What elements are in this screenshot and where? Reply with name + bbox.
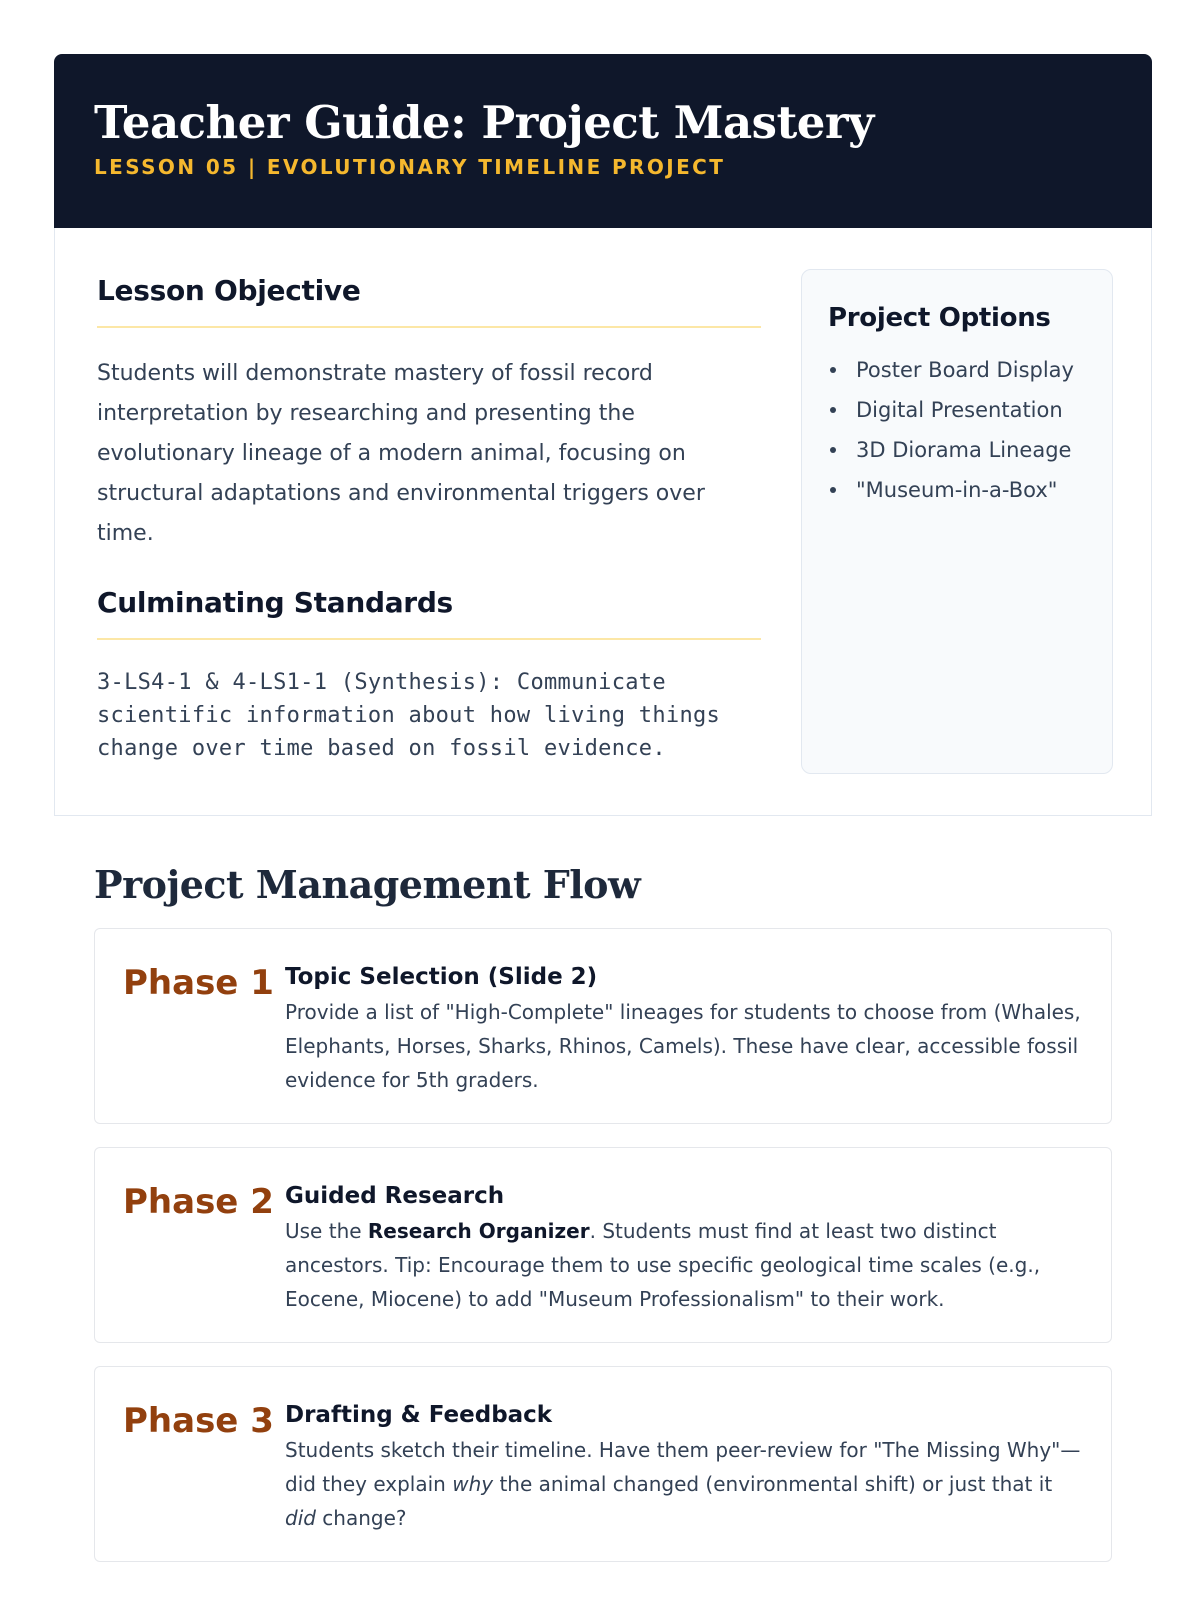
objective-heading: Lesson Objective <box>97 272 761 328</box>
lesson-subtitle: LESSON 05 | EVOLUTIONARY TIMELINE PROJECT <box>94 155 726 179</box>
list-item: Poster Board Display <box>828 350 1086 390</box>
phase-body <box>285 961 1085 1097</box>
list-item: "Museum-in-a-Box" <box>828 470 1086 510</box>
phase-text-part: . Students must find at least two distinct ancestors. Tip: Encourage them to use specific geological time scales (e.g., Eocene, Miocene) to add "Museum Professionalism" to their work. <box>285 1219 1041 1311</box>
phase-title: Drafting & Feedback <box>285 1402 553 1428</box>
intro-panel <box>54 228 1152 816</box>
phase-text-part: the animal changed (environmental shift) or just that it <box>493 1472 1053 1496</box>
phase-label: Phase 3 <box>123 1401 274 1441</box>
phase-card-1 <box>94 928 1112 1124</box>
objective-column <box>97 272 761 765</box>
standards-heading: Culminating Standards <box>97 584 761 640</box>
phase-text <box>285 1214 1085 1316</box>
emphasis-did: did <box>285 1506 316 1530</box>
phase-label: Phase 1 <box>123 963 274 1003</box>
project-options-list <box>828 350 1086 510</box>
phase-title: Guided Research <box>285 1183 505 1209</box>
list-item: 3D Diorama Lineage <box>828 430 1086 470</box>
phase-text: Provide a list of "High-Complete" lineages for students to choose from (Whales, Elephants, Horses, Sharks, Rhinos, Camels). These have clear, accessible fossil evidence for 5th graders. <box>285 1000 1081 1092</box>
phase-card-2 <box>94 1147 1112 1343</box>
phase-label: Phase 2 <box>123 1182 274 1222</box>
project-options-heading: Project Options <box>828 303 1051 333</box>
research-organizer-term: Research Organizer <box>367 1219 590 1243</box>
emphasis-why: why <box>452 1472 494 1496</box>
phase-text <box>285 1433 1085 1535</box>
flow-heading: Project Management Flow <box>94 862 641 907</box>
phase-card-3 <box>94 1366 1112 1562</box>
objective-text: Students will demonstrate mastery of fossil record interpretation by researching and presenting the evolutionary lineage of a modern animal, focusing on structural adaptations and environmental triggers over time. <box>97 361 705 546</box>
project-options-card <box>801 269 1113 774</box>
phase-body <box>285 1180 1085 1316</box>
standards-text: 3-LS4-1 & 4-LS1-1 (Synthesis): Communicate scientific information about how living things change over time based on fossil evidence. <box>97 670 721 761</box>
page-title: Teacher Guide: Project Mastery <box>94 96 874 149</box>
phase-text-part: change? <box>315 1506 407 1530</box>
phase-title: Topic Selection (Slide 2) <box>285 964 598 990</box>
phase-body <box>285 1399 1085 1535</box>
header-banner <box>54 54 1152 228</box>
phase-text-part: Use the <box>285 1219 368 1243</box>
list-item: Digital Presentation <box>828 390 1086 430</box>
phase-text-part: Students sketch their timeline. Have them peer-review for "The Missing Why"—did they explain <box>285 1438 1081 1496</box>
